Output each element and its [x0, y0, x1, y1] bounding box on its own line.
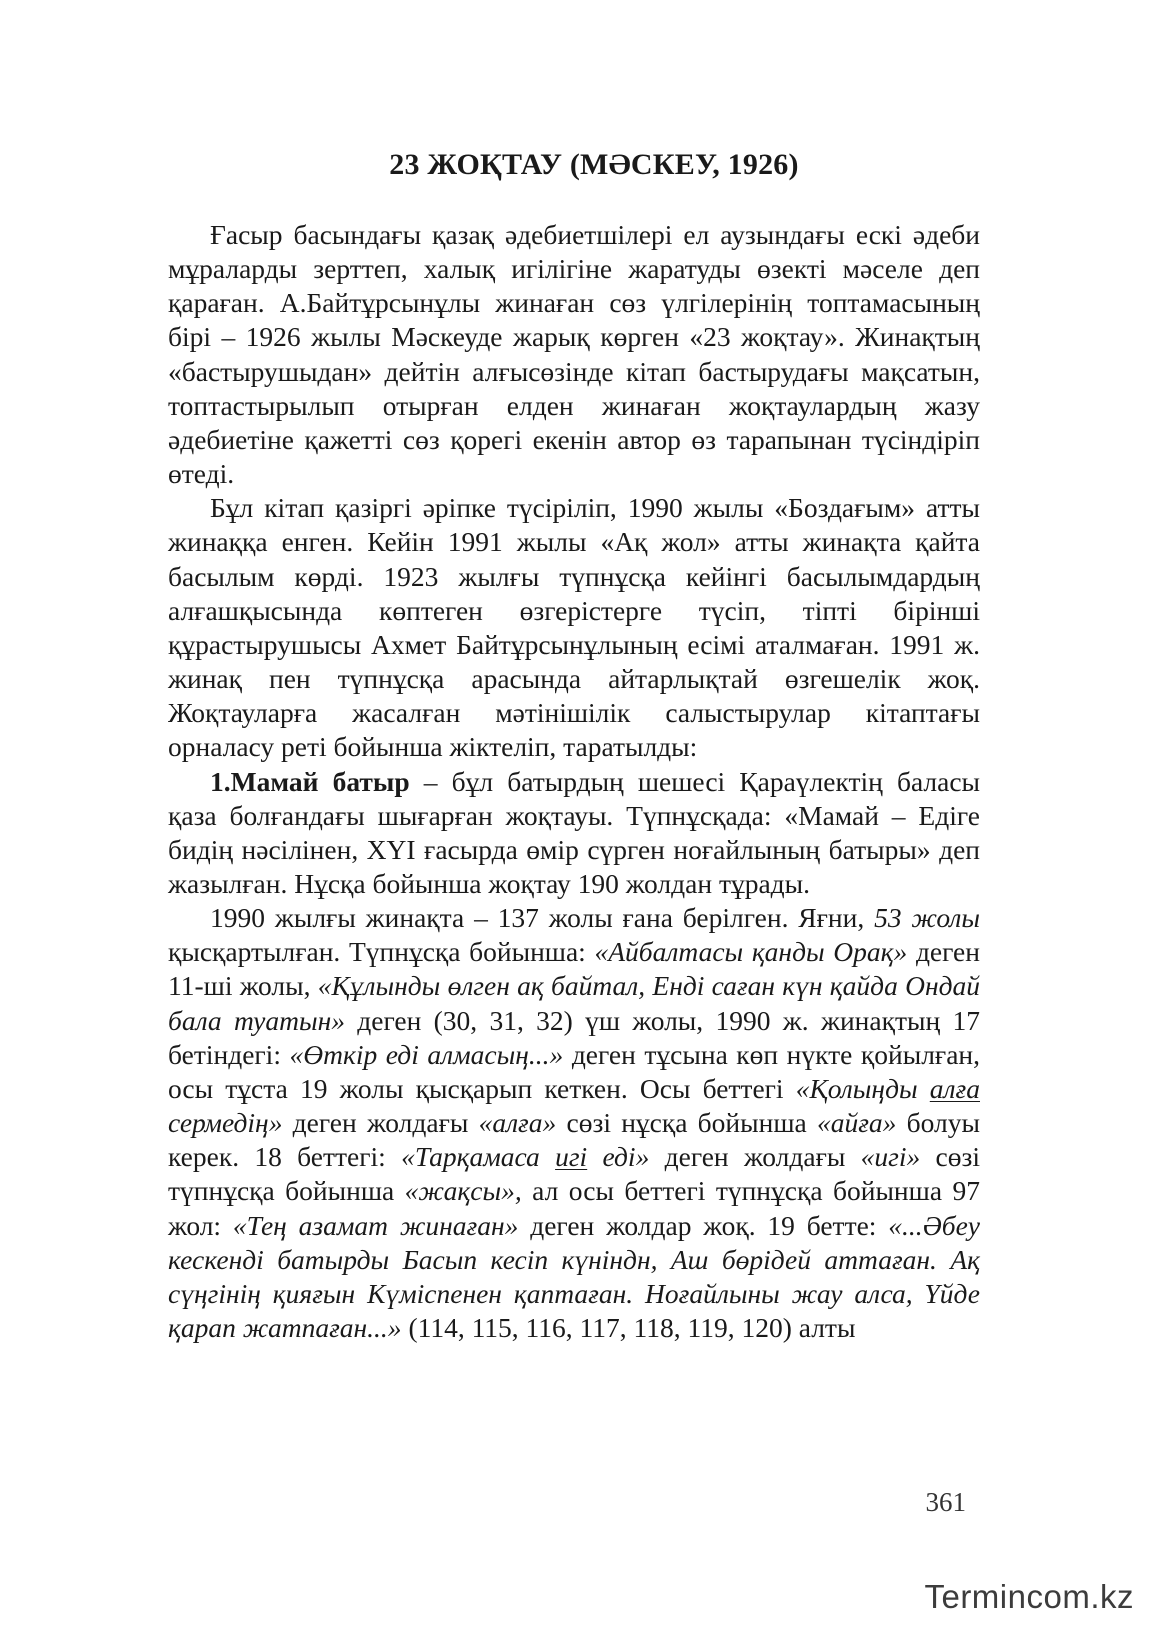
text-run: деген 11-ші жолы,: [168, 936, 980, 1002]
text-run: 1990 жылғы жинақта – 137 жолы ғана берілген. Яғни,: [210, 902, 875, 934]
chapter-heading: 23 ЖОҚТАУ (МӘСКЕУ, 1926): [389, 148, 799, 181]
text-run: деген тұсына көп нүкте қойылған, осы тұста 19 жолы қысқарып кеткен. Осы беттегі: [168, 1038, 981, 1104]
italic-quote: «игі»: [860, 1141, 921, 1173]
page-number: 361: [925, 1487, 966, 1517]
italic-quote: сермедің»: [168, 1107, 283, 1139]
underlined-word: игі: [555, 1141, 588, 1173]
paragraph-3-text: – бұл батырдың шешесі Қараүлектің баласы қаза болғандағы шығарған жоқтауы. Түпнұсқада: «Мамай – Едіге бидің нәсілінен, XYI ғасырда өмір сүрген ноғайлының батыры» деп жазылған. Нұсқа бойынша жоқтау 190 жолдан тұрады.: [168, 765, 981, 899]
italic-quote: «Өткір еді алмасың...»: [289, 1038, 564, 1070]
italic-quote: [930, 1073, 980, 1104]
paragraph-1: Ғасыр басындағы қазақ әдебиетшілері ел аузындағы ескі әдеби мұраларды зерттеп, халық игілігіне жаратуды өзекті мәселе деп қараған. А.Байтұрсынұлы жинаған сөз үлгілерінің топтамасының бірі – 1926 жылы Мәскеуде жарық көрген «23 жоқтау». Жинақтың «бастырушыдан» дейтін алғысөзінде кітап бастырудағы мақсатын, топтастырылып отырған елден жинаған жоқтаулардың жазу әдебиетіне қажетті сөз қорегі екенін автор өз тарапынан түсіндіріп өтеді.: [168, 219, 980, 490]
text-run: болуы керек. 18 беттегі:: [168, 1107, 980, 1173]
body-text: [168, 218, 980, 1345]
italic-quote: «Айбалтасы қанды Орақ»: [594, 936, 908, 968]
italic-quote: «алға»: [478, 1107, 557, 1139]
text-run: қысқартылған. Түпнұсқа бойынша:: [168, 936, 595, 968]
text-run: деген (30, 31, 32) үш жолы, 1990 ж. жинақтың 17 бетіндегі:: [168, 1004, 980, 1070]
paragraph-4: [168, 901, 980, 1345]
text-run: ал осы беттегі түпнұсқа бойынша 97 жол:: [168, 1175, 980, 1241]
italic-quote: «айға»: [816, 1107, 897, 1139]
paragraph-2: Бұл кітап қазіргі әріпке түсіріліп, 1990 жылы «Боздағым» атты жинаққа енген. Кейін 1991 жылы «Ақ жол» атты жинақта қайта басылым көрді. 1923 жылғы түпнұсқа кейінгі басылымдардың алғашқысында көптеген өзгерістерге түсіп, тіпті бірінші құрастырушысы Ахмет Байтұрсынұлының есімі аталмаған. 1991 ж. жинақ пен түпнұсқа арасында айтарлықтай өзгешелік жоқ. Жоқтауларға жасалған мәтінішілік салыстырулар кітаптағы орналасу реті бойынша жіктеліп, таратылды:: [168, 492, 980, 763]
italic-quote: [555, 1141, 587, 1172]
section-lead: 1.Мамай батыр: [210, 765, 410, 797]
text-run: деген жолдағы: [649, 1141, 861, 1173]
italic-quote: «Қолыңды: [795, 1072, 930, 1104]
italic-quote: «Тең азамат жинаған»: [232, 1209, 519, 1241]
text-run: деген жолдар жоқ. 19 бетте:: [518, 1209, 889, 1241]
italic-quote: «Құлынды өлген ақ байтал, Енді саған күн қайда Ондай бала туатын»: [168, 970, 980, 1036]
italic-quote: 53 жолы: [874, 902, 981, 934]
italic-quote: «жақсы»,: [404, 1175, 522, 1207]
italic-quote: «Тарқамаса: [401, 1141, 556, 1173]
text-run: деген жолдағы: [282, 1107, 479, 1139]
underlined-word: алға: [929, 1072, 980, 1104]
italic-quote: еді»: [587, 1141, 650, 1173]
italic-quote: «...Әбеу кескенді батырды Басып кесіп күніндн, Аш бөрідей аттаған. Ақ сүңгінің қияғын Күміспенен қаптаған. Ноғайлыны жау алса, Үйде қарап жатпаған...»: [168, 1209, 980, 1343]
site-watermark: Termincom.kz: [924, 1578, 1134, 1615]
paragraph-3: [168, 765, 980, 902]
text-run: сөзі нұсқа бойынша: [556, 1107, 817, 1139]
text-run: сөзі түпнұсқа бойынша: [168, 1141, 980, 1207]
text-run: (114, 115, 116, 117, 118, 119, 120) алты: [401, 1312, 856, 1343]
